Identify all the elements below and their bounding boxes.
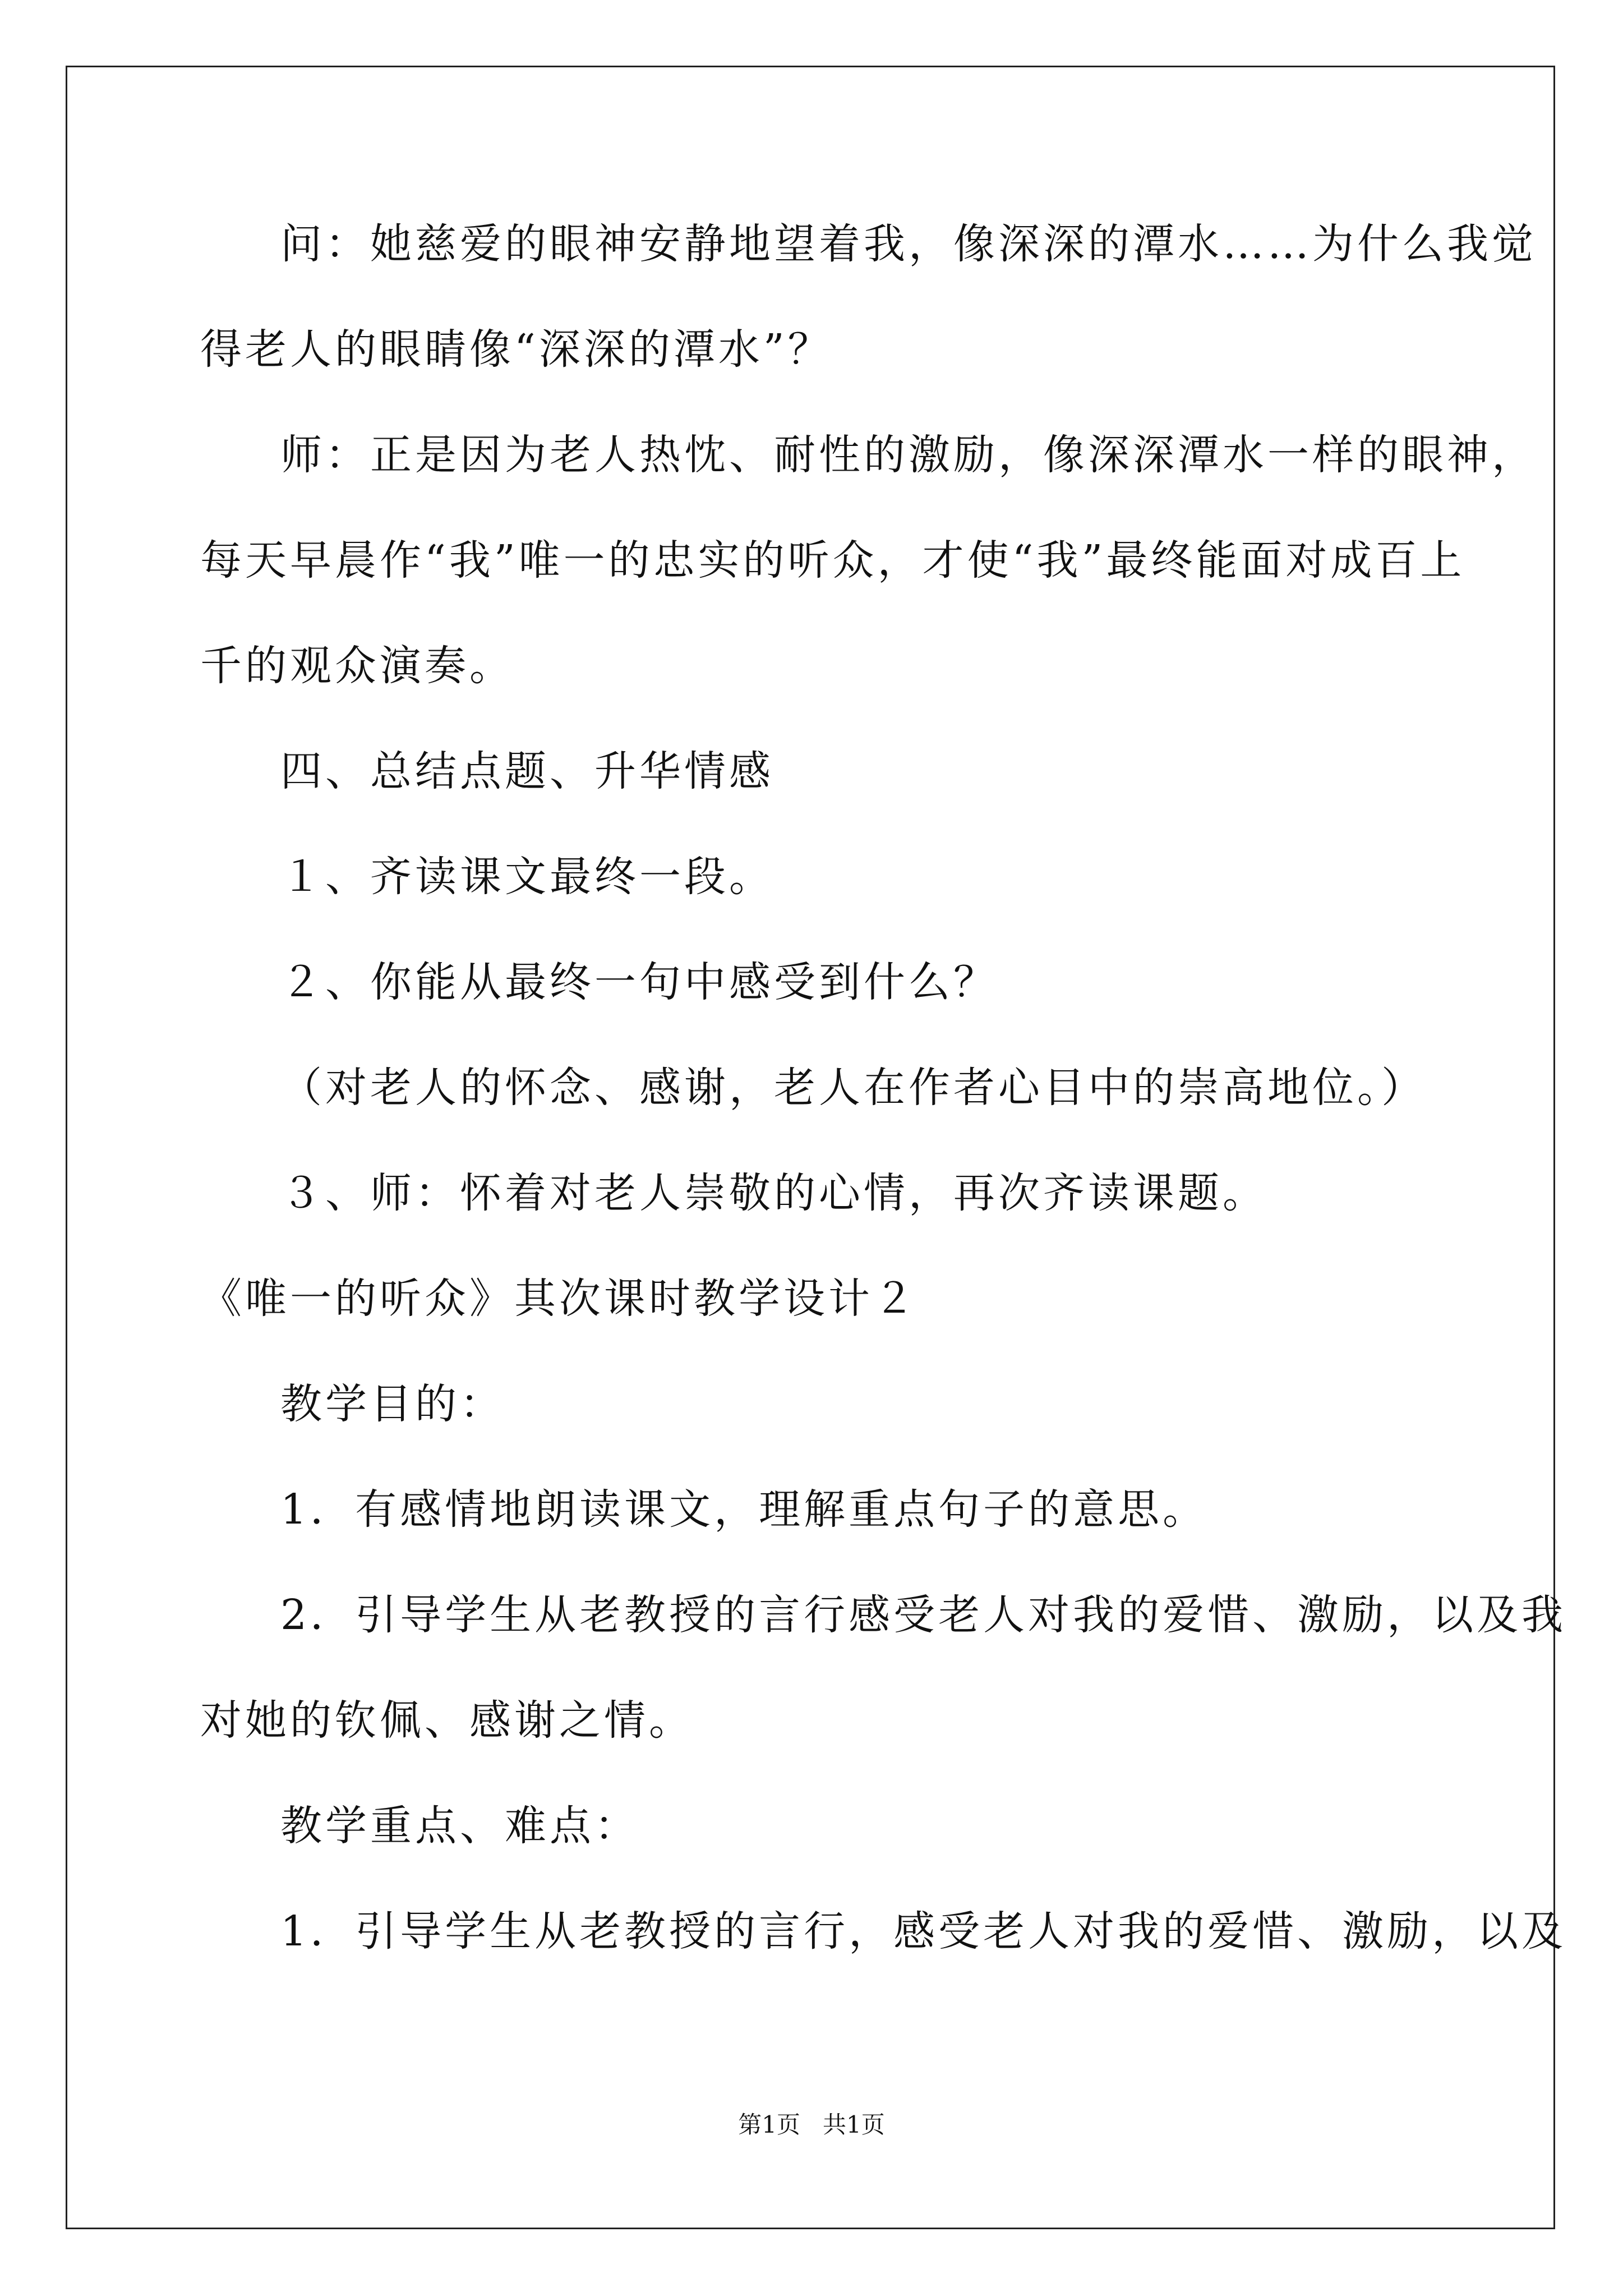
paragraph-line: 千的观众演奏。: [200, 642, 514, 690]
paragraph-line: 问：她慈爱的眼神安静地望着我，像深深的潭水……为什么我觉: [280, 220, 1537, 268]
list-item: 2．引导学生从老教授的言行感受老人对我的爱惜、激励，以及我: [280, 1591, 1567, 1639]
list-item: １、齐读课文最终一段。: [280, 853, 774, 901]
page-border: [66, 66, 1555, 2229]
list-item: 1．有感情地朗读课文，理解重点句子的意思。: [280, 1485, 1208, 1534]
document-title: 《唯一的听众》其次课时教学设计２: [200, 1274, 918, 1323]
page-footer: 第1页 共1页: [738, 2111, 885, 2138]
list-item: ３、师：怀着对老人崇敬的心情，再次齐读课题。: [280, 1169, 1267, 1217]
section-heading: 四、总结点题、升华情感: [280, 747, 774, 795]
paragraph-line: 对她的钦佩、感谢之情。: [200, 1696, 694, 1745]
paragraph-line: 师：正是因为老人热忱、耐性的激励，像深深潭水一样的眼神，: [280, 431, 1537, 479]
paragraph-line: （对老人的怀念、感谢，老人在作者心目中的崇高地位。）: [280, 1064, 1426, 1112]
paragraph-line: 每天早晨作“我”唯一的忠实的听众，才使“我”最终能面对成百上: [200, 536, 1465, 585]
list-item: ２、你能从最终一句中感受到什么？: [280, 958, 998, 1006]
list-item: 1．引导学生从老教授的言行，感受老人对我的爱惜、激励，以及: [280, 1907, 1567, 1955]
paragraph-line: 得老人的眼睛像“深深的潭水”？: [200, 325, 833, 374]
section-heading: 教学目的：: [280, 1380, 505, 1428]
section-heading: 教学重点、难点：: [280, 1802, 639, 1850]
